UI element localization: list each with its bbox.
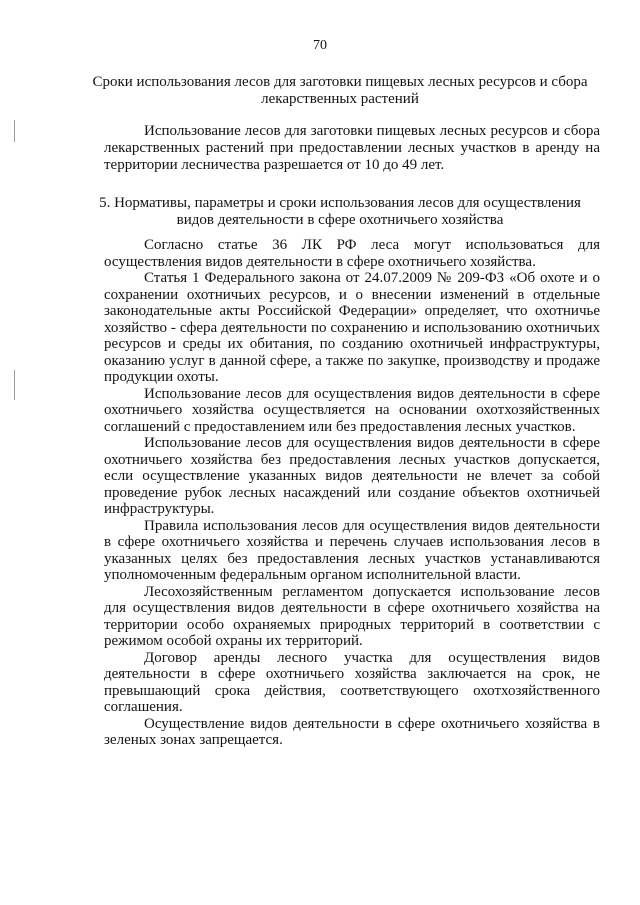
chapter-heading: 5. Нормативы, параметры и сроки использования лесов для осуществления видов деятельности в сфере охотничьего хозяйства (99, 195, 581, 228)
paragraph: Статья 1 Федерального закона от 24.07.2009 № 209-ФЗ «Об охоте и о сохранении охотничьих ресурсов, и о внесении изменений в отдельные законодательные акты Российской Федерации» определяет, что охотничье хозяйство - сфера деятельности по сохранению и использованию охотничьих ресурсов и среды их обитания, по созданию охотничьей инфраструктуры, оказанию услуг в данной сфере, а также по закупке, производству и продаже продукции охоты. (104, 270, 600, 385)
paragraph: Использование лесов для осуществления видов деятельности в сфере охотничьего хозяйства без предоставления лесных участков допускается, если осуществление указанных видов деятельности не влечет за собой проведение рубок лесных насаждений или создание объектов охотничьей инфраструктуры. (104, 435, 600, 517)
paragraph: Использование лесов для осуществления видов деятельности в сфере охотничьего хозяйства осуществляется на основании охотхозяйственных соглашений с предоставлением или без предоставления лесных участков. (104, 385, 600, 435)
intro-paragraph: Использование лесов для заготовки пищевых лесных ресурсов и сбора лекарственных растений при предоставлении лесных участков в аренду на территории лесничества разрешается от 10 до 49 лет. (104, 123, 600, 173)
scan-margin-mark (14, 370, 15, 400)
paragraph: Лесохозяйственным регламентом допускается использование лесов для осуществления видов деятельности в сфере охотничьего хозяйства на территории особо охраняемых природных территорий в соответствии с режимом особой охраны их территорий. (104, 583, 600, 649)
section-heading: Сроки использования лесов для заготовки пищевых лесных ресурсов и сбора лекарственных растений (92, 74, 588, 107)
body-text (104, 237, 600, 749)
page-number: 70 (313, 38, 327, 53)
paragraph: Договор аренды лесного участка для осуществления видов деятельности в сфере охотничьего хозяйства заключается на срок, не превышающий срока действия, соответствующего охотхозяйственного соглашения. (104, 649, 600, 715)
scan-margin-mark (14, 120, 15, 142)
paragraph: Осуществление видов деятельности в сфере охотничьего хозяйства в зеленых зонах запрещается. (104, 715, 600, 748)
paragraph: Согласно статье 36 ЛК РФ леса могут использоваться для осуществления видов деятельности в сфере охотничьего хозяйства. (104, 237, 600, 270)
paragraph: Правила использования лесов для осуществления видов деятельности в сфере охотничьего хозяйства и перечень случаев использования лесов в указанных целях без предоставления лесных участков устанавливаются уполномоченным федеральным органом исполнительной власти. (104, 517, 600, 583)
